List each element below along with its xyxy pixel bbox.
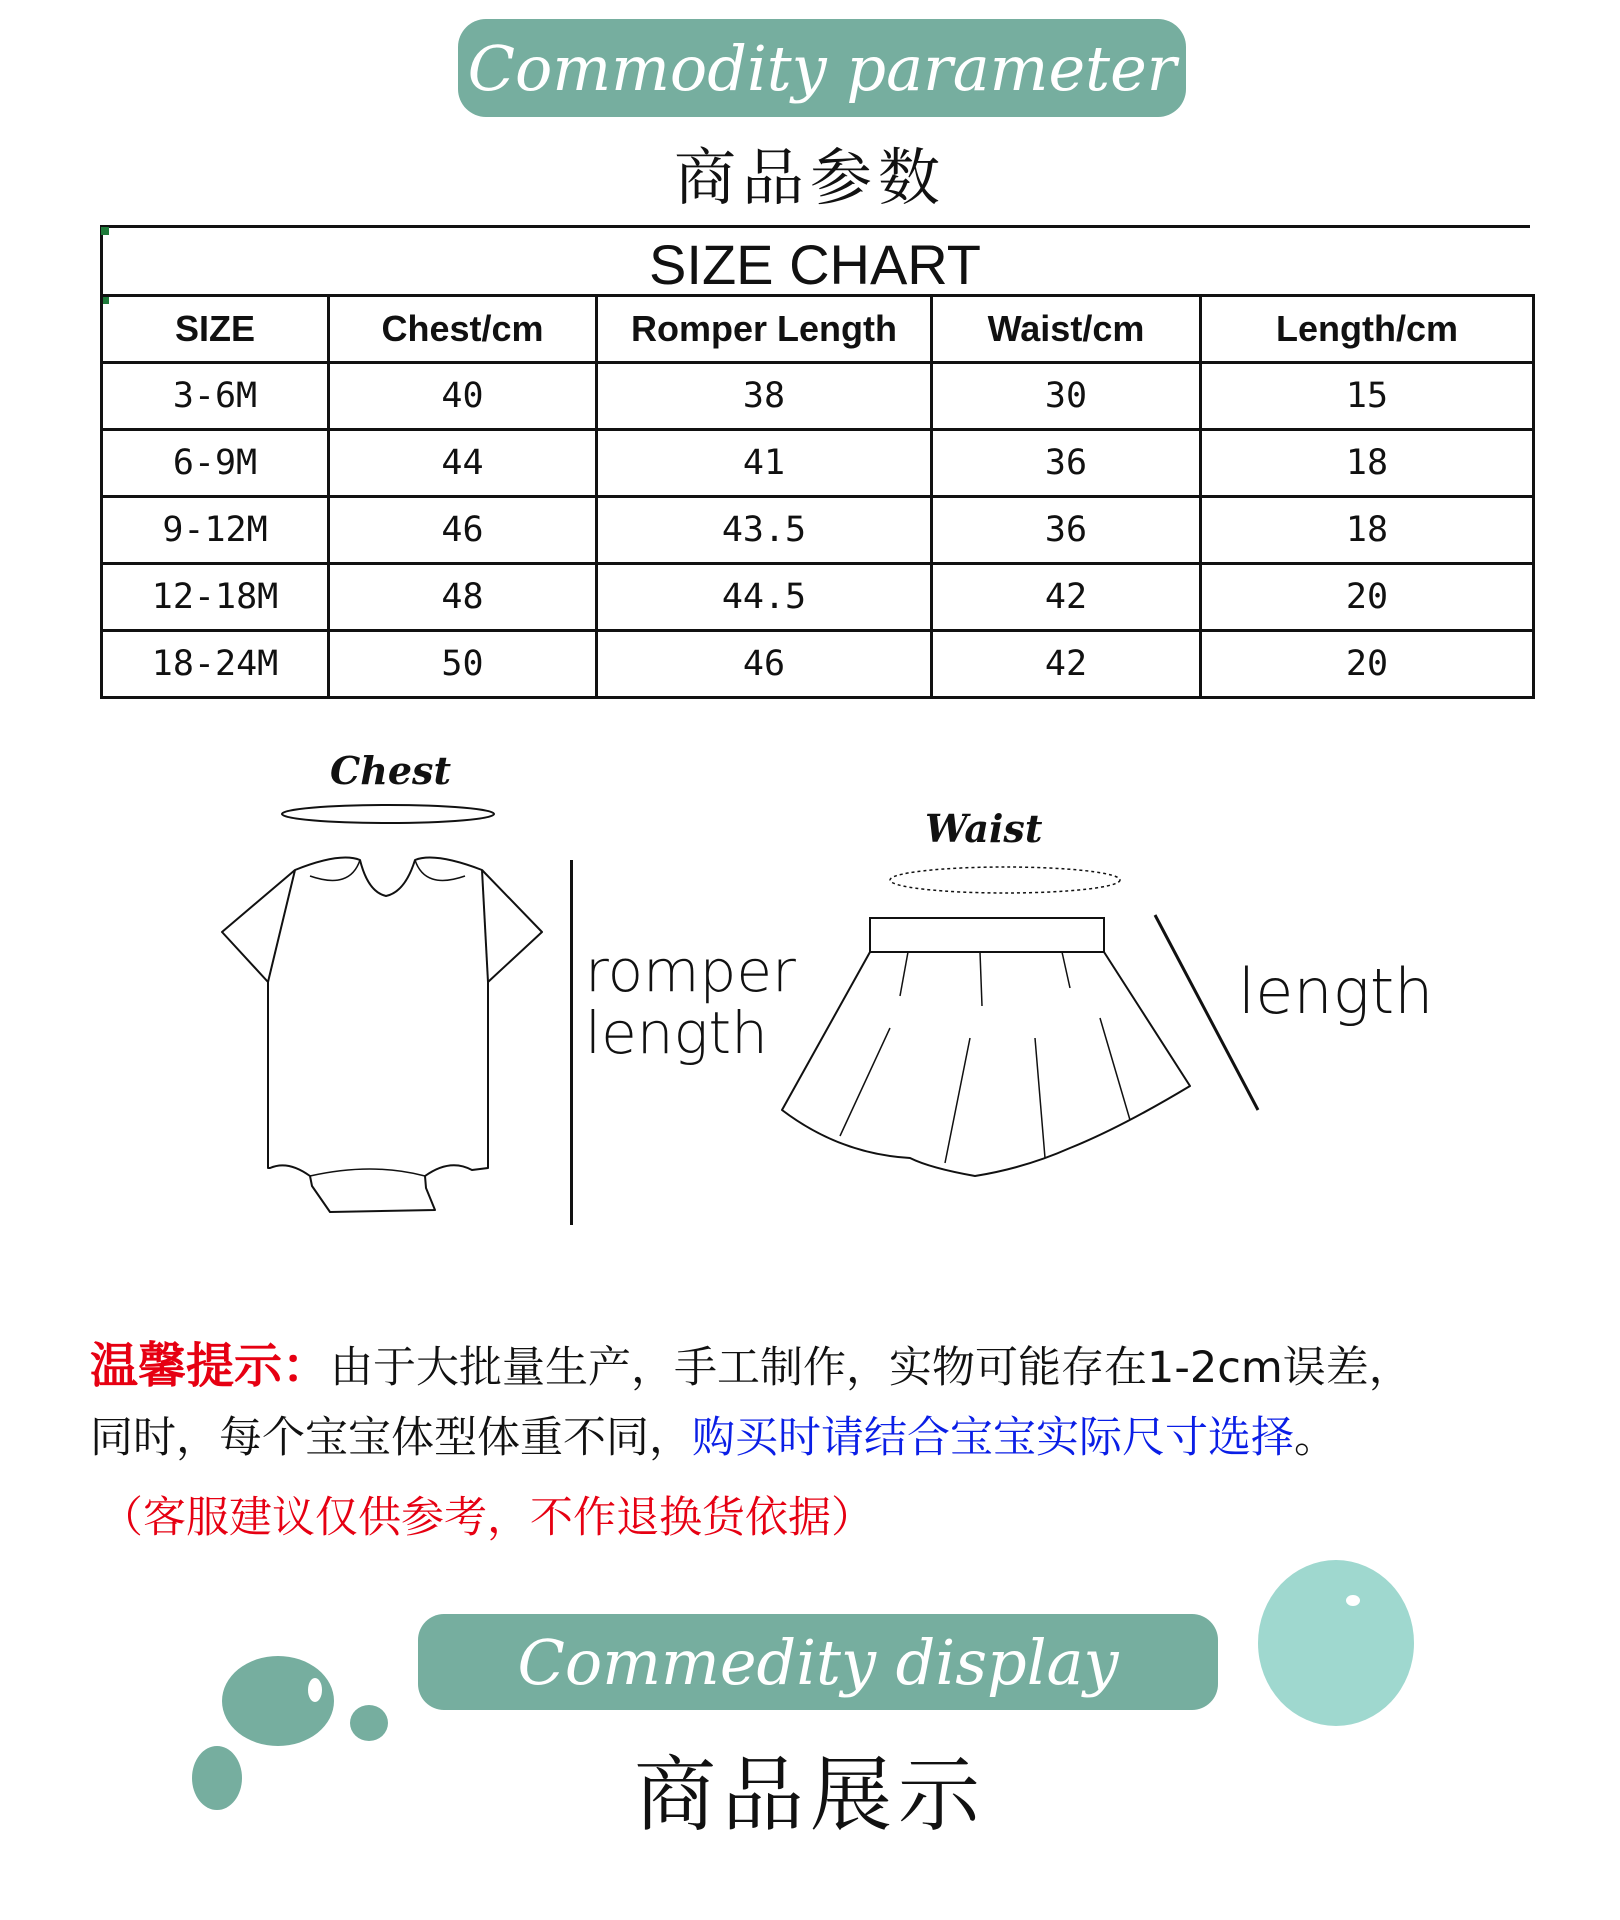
table-cell: 18 [1201, 497, 1534, 564]
romper-length-label-line-1: romper [585, 937, 796, 1005]
length-label: length [1238, 955, 1434, 1028]
decor-bubble-highlight [308, 1678, 322, 1702]
table-cell: 44 [329, 430, 597, 497]
column-header-chest: Chest/cm [329, 296, 597, 363]
header-banner-text: Commodity parameter [467, 31, 1177, 105]
header-banner [458, 19, 1186, 117]
footer-banner [418, 1614, 1218, 1710]
chest-label: Chest [330, 748, 451, 793]
notice-text-1: 由于大批量生产，手工制作，实物可能存在1-2cm误差， [330, 1343, 1412, 1393]
section-title: 商品展示 [633, 1748, 986, 1843]
waist-label: Waist [925, 806, 1043, 851]
table-row [102, 564, 1534, 631]
table-row [102, 363, 1534, 430]
table-row [102, 430, 1534, 497]
table-cell: 50 [329, 631, 597, 698]
table-cell: 12-18M [102, 564, 329, 631]
size-chart-title: SIZE CHART [649, 233, 981, 296]
romper-length-line [570, 860, 573, 1225]
table-cell: 18 [1201, 430, 1534, 497]
table-cell: 41 [597, 430, 932, 497]
table-cell: 42 [932, 631, 1201, 698]
table-cell: 36 [932, 430, 1201, 497]
footer-banner-text: Commedity display [517, 1625, 1119, 1699]
table-cell: 15 [1201, 363, 1534, 430]
table-row [102, 497, 1534, 564]
table-header-row [102, 296, 1534, 363]
skirt-illustration [770, 858, 1210, 1188]
notice-end: 。 [1294, 1413, 1337, 1463]
decor-bubble-highlight [1346, 1595, 1360, 1606]
table-cell: 30 [932, 363, 1201, 430]
table-cell: 18-24M [102, 631, 329, 698]
table-cell: 46 [329, 497, 597, 564]
column-header-waist: Waist/cm [932, 296, 1201, 363]
table-cell: 42 [932, 564, 1201, 631]
notice-highlight: 购买时请结合宝宝实际尺寸选择 [692, 1413, 1294, 1463]
table-cell: 3-6M [102, 363, 329, 430]
size-table [100, 294, 1535, 699]
table-row [102, 631, 1534, 698]
notice-line-3: （客服建议仅供参考，不作退换货依据） [100, 1493, 874, 1543]
notice-line-2 [90, 1410, 1337, 1466]
romper-illustration [200, 790, 580, 1250]
table-cell: 43.5 [597, 497, 932, 564]
table-cell: 20 [1201, 564, 1534, 631]
column-header-romper-length: Romper Length [597, 296, 932, 363]
page-title: 商品参数 [673, 141, 946, 214]
table-cell: 44.5 [597, 564, 932, 631]
decor-bubble [1258, 1560, 1414, 1726]
notice-prefix: 温馨提示： [90, 1338, 331, 1394]
table-cell: 38 [597, 363, 932, 430]
table-cell: 20 [1201, 631, 1534, 698]
column-header-length: Length/cm [1201, 296, 1534, 363]
table-cell: 46 [597, 631, 932, 698]
romper-length-label-line-2: length [585, 999, 768, 1067]
notice-line-1 [90, 1338, 1412, 1396]
romper-length-label [585, 937, 796, 1067]
notice-text-2: 同时，每个宝宝体型体重不同， [90, 1413, 692, 1463]
table-cell: 6-9M [102, 430, 329, 497]
column-header-size: SIZE [102, 296, 329, 363]
table-cell: 9-12M [102, 497, 329, 564]
table-cell: 40 [329, 363, 597, 430]
table-cell: 36 [932, 497, 1201, 564]
table-cell: 48 [329, 564, 597, 631]
